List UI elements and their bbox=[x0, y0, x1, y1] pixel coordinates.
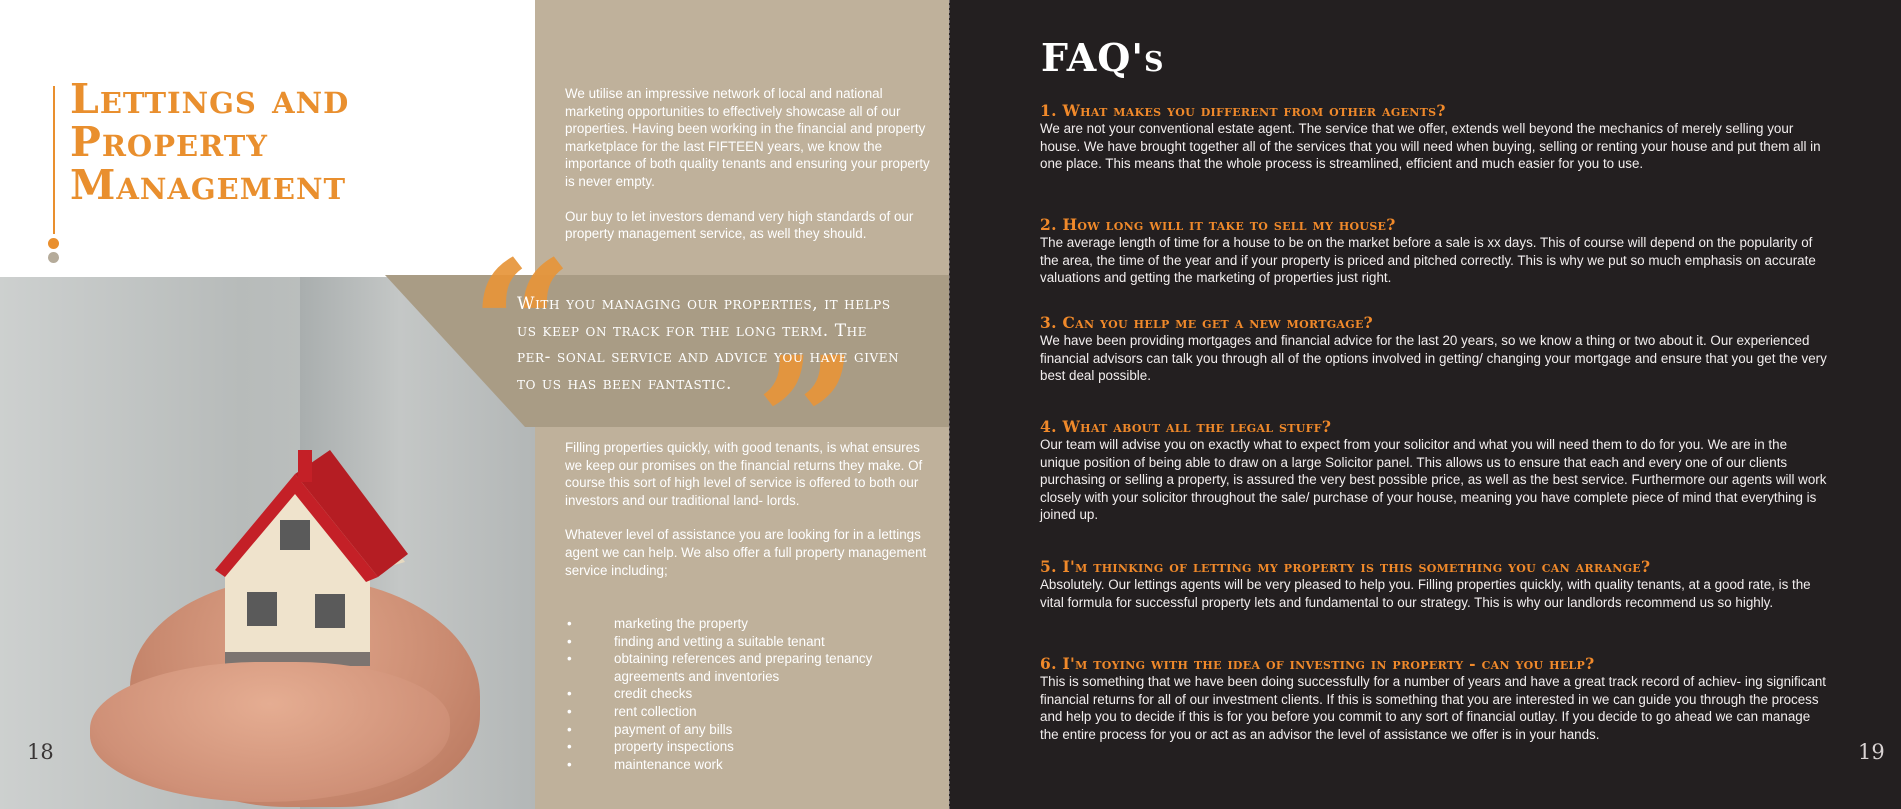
close-quote-mark: ” bbox=[755, 318, 859, 529]
paragraph: Our buy to let investors demand very high standards of our property management service, as well they should. bbox=[565, 208, 914, 242]
faq-question: 3. Can you help me get a new mortgage? bbox=[1040, 313, 1374, 332]
title-accent-line bbox=[53, 86, 55, 234]
accent-dot-grey bbox=[48, 252, 59, 263]
list-item: • maintenance work bbox=[565, 756, 935, 774]
page-spine-divider bbox=[949, 0, 950, 809]
page-title: Lettings and Property Management bbox=[70, 75, 350, 209]
faq-question: 4. What about all the legal stuff? bbox=[1040, 417, 1332, 436]
faq-item bbox=[1040, 654, 1830, 743]
faq-item bbox=[1040, 101, 1830, 173]
list-item: • marketing the property bbox=[565, 615, 935, 633]
accent-dot-orange bbox=[48, 238, 59, 249]
paragraph: Filling properties quickly, with good tenants, is what ensures we keep our promises on the financial returns they make. Of course this sort of high level of service is offered to both our investors and our traditional land- lords. bbox=[565, 440, 923, 508]
faq-answer: Absolutely. Our lettings agents will be very pleased to help you. Filling properties quickly, with quality tenants, at a good rate, is the vital formula for successful property lets and fundamental to our strategy. This is why our landlords recommend us so highly. bbox=[1040, 577, 1811, 610]
open-quote-mark: “ bbox=[470, 222, 574, 433]
page-number-right: 19 bbox=[1858, 740, 1885, 764]
services-list bbox=[565, 615, 935, 773]
faq-answer: The average length of time for a house to be on the market before a sale is xx days. This of course will depend on the popularity of the area, the time of the year and if your property is priced and pitched correctly. This is why we put so much emphasis on accurate valuations and getting the marketing of properties just right. bbox=[1040, 235, 1816, 286]
faq-answer: This is something that we have been doing successfully for a number of years and have a great track record of achiev- ing significant financial returns for all of our investment clients. If this is something that you are interested in we can guide you through the process and help you to decide if this is for you before you commit to any sort of financial outlay. If you decide to go ahead we can manage the entire process for you or act as an advisor the level of assistance we offer is in your hands. bbox=[1040, 674, 1827, 742]
list-item: • credit checks bbox=[565, 685, 935, 703]
house-in-hands-photo bbox=[0, 277, 535, 809]
faq-title: FAQ's bbox=[1041, 35, 1165, 80]
faq-question: 5. I'm thinking of letting my property is this something you can arrange? bbox=[1040, 557, 1651, 576]
model-house-icon bbox=[200, 442, 410, 672]
faq-question: 6. I'm toying with the idea of investing in property - can you help? bbox=[1040, 654, 1595, 673]
list-item: • property inspections bbox=[565, 738, 935, 756]
faq-answer: Our team will advise you on exactly what to expect from your solicitor and what you will need them to do for you. We are in the unique position of being able to draw on a large Solicitor panel. This allows us to ensure that each and every one of our clients purchasing or selling a property, is assured the very best possible price, as well as the best service. Furthermore our agents will work closely with your solicitor throughout the sale/ purchase of your house, meaning you have complete piece of mind that everything is joined up. bbox=[1040, 437, 1827, 523]
list-item: • obtaining references and preparing tenancy agreements and inventories bbox=[565, 650, 935, 685]
testimonial-quote: With you managing our properties, it helps us keep on track for the long term. The per- sonal service and advice you have given to us has been fantastic. bbox=[517, 294, 900, 394]
faq-answer: We are not your conventional estate agent. The service that we offer, extends well beyond the mechanics of merely selling your house. We have brought together all of the services that you will need when buying, selling or renting your house and put them all in one place. This means that the whole process is streamlined, efficient and much easier for you to use. bbox=[1040, 121, 1821, 172]
services-text bbox=[565, 439, 930, 579]
faq-answer: We have been providing mortgages and financial advice for the last 20 years, so we know a thing or two about it. Our experienced financial advisors can talk you through all of the options involved in getting/ changing your mortgage and ensure that you get the very best deal possible. bbox=[1040, 333, 1827, 384]
list-item: • finding and vetting a suitable tenant bbox=[565, 633, 935, 651]
list-item: • rent collection bbox=[565, 703, 935, 721]
faq-question: 2. How long will it take to sell my house? bbox=[1040, 215, 1396, 234]
intro-text bbox=[565, 85, 930, 243]
paragraph: We utilise an impressive network of local and national marketing opportunities to effectively showcase all of our properties. Having been working in the financial and property marketplace for the last FIFTEEN years, we know the importance of both quality tenants and ensuring your property is never empty. bbox=[565, 86, 930, 189]
faq-question: 1. What makes you different from other agents? bbox=[1040, 101, 1446, 120]
faq-item bbox=[1040, 313, 1830, 385]
list-item: • payment of any bills bbox=[565, 721, 935, 739]
faq-item bbox=[1040, 417, 1830, 524]
page-number-left: 18 bbox=[27, 740, 54, 764]
paragraph: Whatever level of assistance you are looking for in a lettings agent we can help. We also offer a full property management service including; bbox=[565, 527, 927, 578]
faq-item bbox=[1040, 557, 1830, 611]
faq-item bbox=[1040, 215, 1830, 287]
